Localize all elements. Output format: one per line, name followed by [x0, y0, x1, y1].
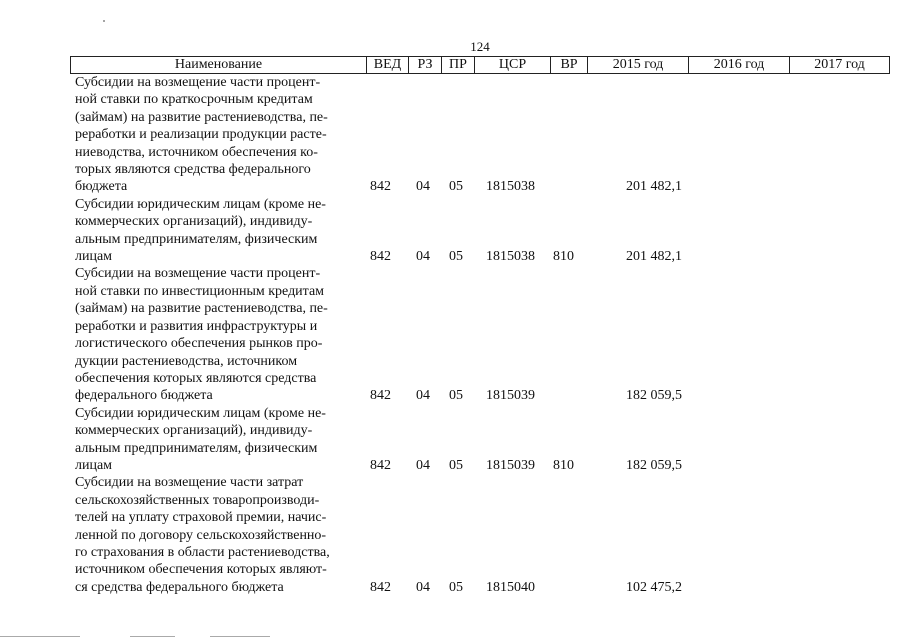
cell-rz: 04: [416, 179, 430, 195]
cell-csr: 1815039: [486, 388, 535, 404]
cell-vr: 810: [553, 249, 574, 265]
header-vr: ВР: [550, 56, 587, 73]
scan-edge-line: [0, 636, 80, 637]
scan-edge-line: [210, 636, 270, 637]
row-name-line: логистического обеспечения рынков про-: [75, 336, 323, 352]
cell-csr: 1815038: [486, 249, 535, 265]
row-name-line: ленной по договору сельскохозяйственно-: [75, 527, 327, 543]
row-name-line: федерального бюджета: [75, 388, 213, 404]
row-name: [75, 265, 365, 404]
table-row: [0, 196, 905, 266]
row-name: [75, 405, 365, 475]
row-name: [75, 474, 365, 596]
cell-pr: 05: [449, 179, 463, 195]
cell-ved: 842: [370, 579, 391, 595]
row-name-line: Субсидии юридическим лицам (кроме не-: [75, 196, 326, 212]
cell-rz: 04: [416, 579, 430, 595]
row-name-line: сельскохозяйственных товаропроизводи-: [75, 492, 320, 508]
cell-rz: 04: [416, 457, 430, 473]
header-2017: 2017 год: [789, 56, 890, 73]
row-name-line: Субсидии на возмещение части процент-: [75, 75, 321, 90]
cell-pr: 05: [449, 249, 463, 265]
scan-speck: [103, 20, 105, 22]
header-2015: 2015 год: [587, 56, 688, 73]
table-row: [0, 474, 905, 596]
row-name-line: (займам) на развитие растениеводства, пе-: [75, 301, 328, 317]
header-name: Наименование: [70, 56, 366, 73]
header-rz: РЗ: [408, 56, 441, 73]
row-name-line: ной ставки по инвестиционным кредитам: [75, 283, 325, 299]
row-name-line: реработки и развития инфраструктуры и: [75, 318, 318, 334]
cell-2015: 182 059,5: [626, 388, 682, 404]
table-row: [0, 74, 905, 196]
row-name-line: ниеводства, источником обеспечения ко-: [75, 144, 318, 160]
row-name-line: торых являются средства федерального: [75, 162, 311, 178]
scan-edge-line: [130, 636, 175, 637]
table-row: [0, 265, 905, 404]
cell-pr: 05: [449, 388, 463, 404]
cell-ved: 842: [370, 179, 391, 195]
row-name-line: го страхования в области растениеводства,: [75, 544, 330, 560]
table-row: [0, 405, 905, 475]
row-name-line: реработки и реализации продукции расте-: [75, 127, 327, 143]
page-number: 124: [470, 39, 490, 54]
cell-vr: 810: [553, 457, 574, 473]
row-name-line: источником обеспечения которых являют-: [75, 562, 327, 578]
row-name-line: обеспечения которых являются средства: [75, 370, 317, 386]
cell-pr: 05: [449, 457, 463, 473]
cell-ved: 842: [370, 457, 391, 473]
row-name-line: Субсидии на возмещение части процент-: [75, 266, 321, 282]
cell-rz: 04: [416, 388, 430, 404]
cell-ved: 842: [370, 249, 391, 265]
cell-pr: 05: [449, 579, 463, 595]
row-name-line: бюджета: [75, 179, 128, 195]
header-csr: ЦСР: [474, 56, 550, 73]
cell-ved: 842: [370, 388, 391, 404]
row-name-line: лицам: [75, 249, 113, 265]
row-name-line: Субсидии на возмещение части затрат: [75, 475, 304, 491]
header-ved: ВЕД: [366, 56, 408, 73]
row-name: [75, 74, 365, 196]
header-2016: 2016 год: [688, 56, 789, 73]
cell-2015: 182 059,5: [626, 457, 682, 473]
row-name-line: альным предпринимателям, физическим: [75, 231, 318, 247]
row-name-line: коммерческих организаций), индивиду-: [75, 423, 313, 439]
row-name-line: лицам: [75, 457, 113, 473]
header-pr: ПР: [441, 56, 474, 73]
cell-2015: 201 482,1: [626, 179, 682, 195]
row-name-line: коммерческих организаций), индивиду-: [75, 214, 313, 230]
row-name-line: ся средства федерального бюджета: [75, 579, 284, 595]
cell-csr: 1815038: [486, 179, 535, 195]
cell-2015: 102 475,2: [626, 579, 682, 595]
cell-csr: 1815039: [486, 457, 535, 473]
cell-csr: 1815040: [486, 579, 535, 595]
row-name-line: альным предпринимателям, физическим: [75, 440, 318, 456]
row-name-line: телей на уплату страховой премии, начис-: [75, 510, 327, 526]
cell-2015: 201 482,1: [626, 249, 682, 265]
row-name-line: дукции растениеводства, источником: [75, 353, 298, 369]
row-name-line: ной ставки по краткосрочным кредитам: [75, 92, 313, 108]
row-name-line: Субсидии юридическим лицам (кроме не-: [75, 405, 326, 421]
table-body: [0, 74, 905, 596]
row-name-line: (займам) на развитие растениеводства, пе-: [75, 109, 328, 125]
row-name: [75, 196, 365, 266]
cell-rz: 04: [416, 249, 430, 265]
